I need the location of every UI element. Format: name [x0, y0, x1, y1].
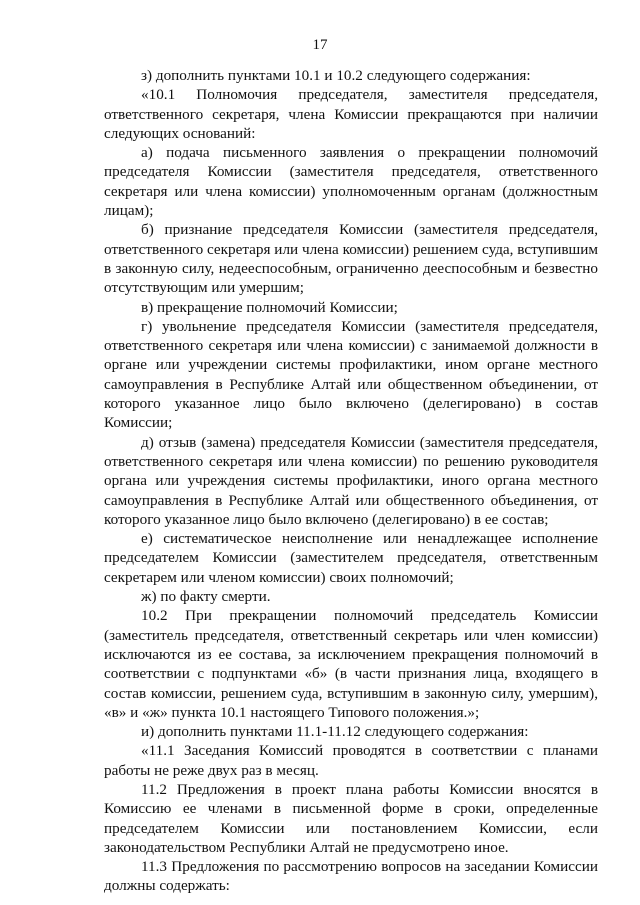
paragraph: д) отзыв (замена) председателя Комиссии (заместителя председателя, ответственного секретаря или члена комиссии) по решению руководителя органа или учреждения системы профилактики, иного органа местного самоуправления в Республике Алтай или общественного объединения, от которого указанное лицо было включено (делегировано) в ее состав; [104, 433, 598, 528]
paragraph: з) дополнить пунктами 10.1 и 10.2 следующего содержания: [141, 67, 531, 84]
page-number: 17 [312, 37, 328, 53]
paragraph: «10.1 Полномочия председателя, заместителя председателя, ответственного секретаря, члена Комиссии прекращаются при наличии следующих оснований: [104, 86, 598, 142]
document-body [104, 66, 598, 896]
paragraph: 11.2 Предложения в проект плана работы Комиссии вносятся в Комиссию ее членами в письменной форме в сроки, определенные председателем Комиссии или постановлением Комиссии, если законодательством Республики Алтай не предусмотрено иное. [104, 780, 598, 856]
paragraph: ж) по факту смерти. [141, 588, 271, 606]
paragraph: и) дополнить пунктами 11.1-11.12 следующего содержания: [141, 723, 529, 741]
paragraph: б) признание председателя Комиссии (заместителя председателя, ответственного секретаря или члена комиссии) решением суда, вступившим в законную силу, недееспособным, ограниченно дееспособным и безвестно отсутствующим или умершим; [104, 221, 598, 297]
paragraph: «11.1 Заседания Комиссий проводятся в соответствии с планами работы не реже двух раз в месяц. [104, 742, 598, 779]
paragraph: в) прекращение полномочий Комиссии; [141, 298, 398, 316]
paragraph: 10.2 При прекращении полномочий председатель Комиссии (заместитель председателя, ответственный секретарь или член комиссии) исключаются из ее состава, за исключением прекращения полномочий в соответствии с подпунктами «б» (в части признания лица, входящего в состав комиссии, решением суда, вступившим в законную силу, умершим), «в» и «ж» пункта 10.1 настоящего Типового положения.»; [104, 607, 598, 721]
paragraph: г) увольнение председателя Комиссии (заместителя председателя, ответственного секретаря или члена комиссии) с занимаемой должности в органе или учреждении системы профилактики, ином органе местного самоуправления в Республике Алтай или общественном объединении, от которого указанное лицо было включено (делегировано) в состав Комиссии; [104, 317, 598, 432]
paragraph: а) подача письменного заявления о прекращении полномочий председателя Комиссии (заместителя председателя, ответственного секретаря или члена комиссии) уполномоченным органам (должностным лицам); [104, 144, 598, 220]
paragraph: 11.3 Предложения по рассмотрению вопросов на заседании Комиссии должны содержать: [104, 858, 598, 895]
paragraph: е) систематическое неисполнение или ненадлежащее исполнение председателем Комиссии (заместителем председателя, ответственным секретарем или членом комиссии) своих полномочий; [104, 530, 598, 586]
